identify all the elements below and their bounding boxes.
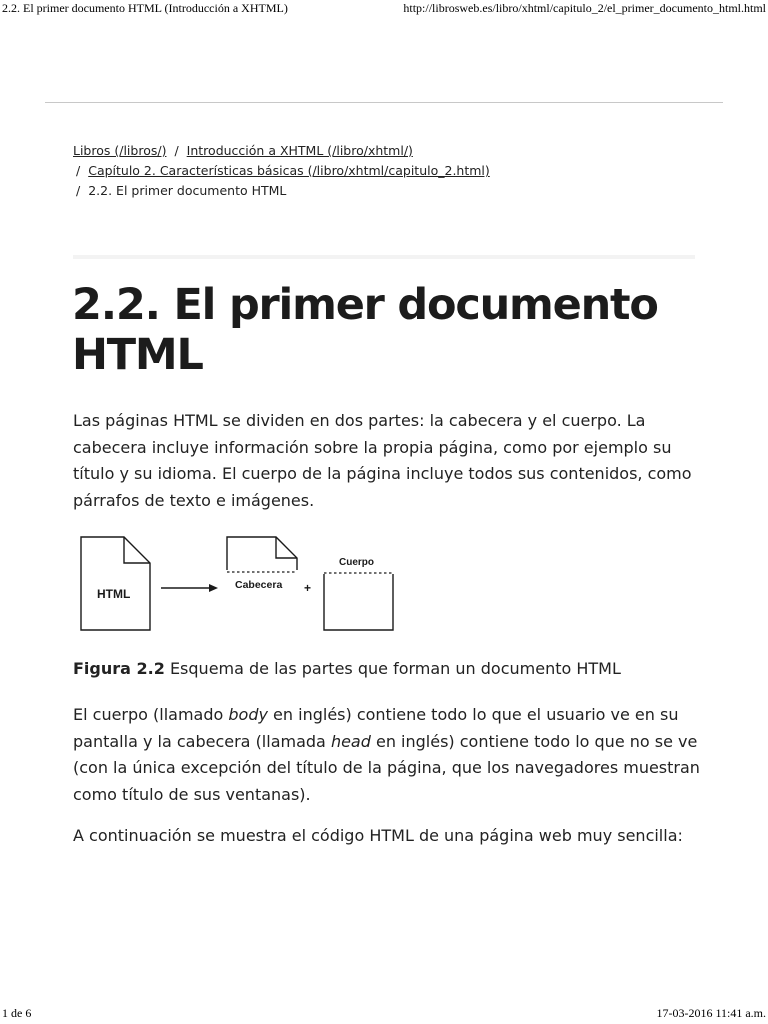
print-header bbox=[0, 0, 768, 18]
page-title bbox=[72, 280, 702, 380]
intro-paragraph: Las páginas HTML se dividen en dos partes: la cabecera y el cuerpo. La cabecera incluye información sobre la propia página, como por ejemplo su título y su idioma. El cuerpo de la página incluye todos sus contenidos, como párrafos de texto e imágenes. bbox=[73, 411, 692, 510]
breadcrumb-divider bbox=[73, 255, 695, 259]
code-intro-paragraph: A continuación se muestra el código HTML de una página web muy sencilla: bbox=[73, 826, 683, 845]
document-parts-diagram bbox=[78, 534, 428, 634]
cabecera-document-icon bbox=[227, 537, 297, 570]
breadcrumb-separator: / bbox=[76, 183, 81, 198]
breadcrumb-current: 2.2. El primer documento HTML bbox=[88, 183, 287, 198]
figure-caption bbox=[73, 656, 703, 682]
html-document-label: HTML bbox=[97, 587, 131, 601]
page-number: 1 de 6 bbox=[2, 1006, 32, 1020]
cabecera-label: Cabecera bbox=[235, 579, 283, 591]
body-head-text-2: en inglés) contiene todo lo que el usuario ve en su pantalla y la cabecera (llamada bbox=[73, 705, 679, 751]
cuerpo-document-icon bbox=[324, 574, 393, 630]
breadcrumb-separator: / bbox=[76, 163, 81, 178]
page-title-line-1: 2.2. El primer documento bbox=[72, 280, 658, 330]
body-term: body bbox=[228, 705, 268, 724]
figure-caption-text: Esquema de las partes que forman un documento HTML bbox=[164, 659, 621, 678]
breadcrumb-link-libros[interactable]: Libros (/libros/) bbox=[73, 143, 167, 158]
print-header-url: http://librosweb.es/libro/xhtml/capitulo_2/el_primer_documento_html.html bbox=[403, 1, 766, 15]
top-divider bbox=[45, 102, 723, 103]
breadcrumb bbox=[73, 141, 713, 201]
page-title-line-2: HTML bbox=[72, 330, 203, 380]
breadcrumb-separator: / bbox=[174, 143, 179, 158]
figure-diagram bbox=[78, 534, 428, 634]
breadcrumb-link-xhtml[interactable]: Introducción a XHTML (/libro/xhtml/) bbox=[186, 143, 413, 158]
print-footer bbox=[0, 1006, 768, 1024]
breadcrumb-link-capitulo-2[interactable]: Capítulo 2. Características básicas (/libro/xhtml/capitulo_2.html) bbox=[88, 163, 490, 178]
body-head-paragraph bbox=[73, 702, 703, 808]
plus-sign: + bbox=[304, 581, 312, 595]
arrow-head-icon bbox=[209, 584, 218, 592]
print-header-title: 2.2. El primer documento HTML (Introducción a XHTML) bbox=[2, 1, 288, 15]
html-document-icon bbox=[81, 537, 150, 630]
body-head-text-1: El cuerpo (llamado bbox=[73, 705, 229, 724]
figure-caption-label: Figura 2.2 bbox=[73, 659, 165, 678]
head-term: head bbox=[330, 731, 371, 751]
cuerpo-label: Cuerpo bbox=[339, 557, 374, 568]
print-datetime: 17-03-2016 11:41 a.m. bbox=[656, 1006, 766, 1020]
body-head-text-3: en inglés) contiene todo lo que no se ve (con la única excepción del título de la página, que los navegadores muestran como título de sus ventanas). bbox=[73, 731, 700, 804]
